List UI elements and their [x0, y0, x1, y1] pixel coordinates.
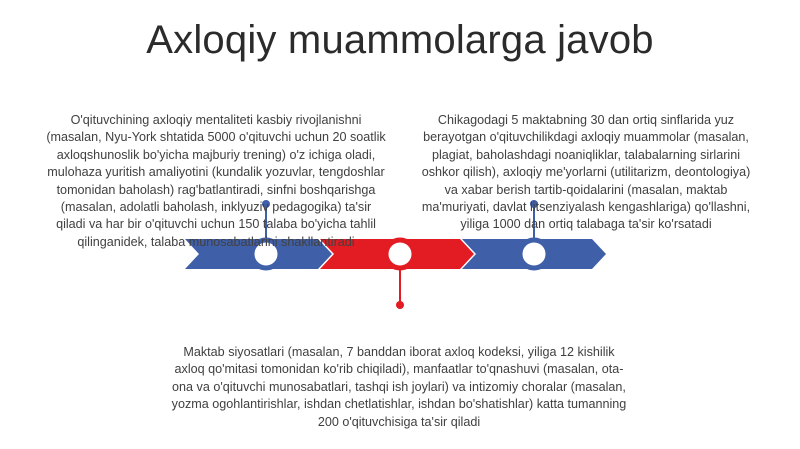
- slide-title: Axloqiy muammolarga javob: [146, 18, 654, 62]
- timeline-node-right: [520, 240, 548, 268]
- item-text-left: O'qituvchining axloqiy mentaliteti kasbiy rivojlanishni (masalan, Nyu-York shtatida 5000 o'qituvchi uchun 20 soatlik axloqshunoslik bo'yicha majburiy trening) o'z ichiga oladi, mulohaza yuritish amaliyotini (kundalik yozuvlar, tengdoshlar tomonidan baholash) rag'batlantiradi, sinfni boshqarishga (masalan, adolatli baholash, inklyuziv pedagogika) ta'sir qiladi va har bir o'qituvchi uchun 150 talaba bo'yicha tahlil qilinganidek, talaba munosabatlarini shakllantiradi: [46, 113, 386, 249]
- item-text-bottom: Maktab siyosatlari (masalan, 7 banddan iborat axloq kodeksi, yiliga 12 kishilik axloq qo'mitasi tomonidan ko'rib chiqiladi), manfaatlar to'qnashuvi (masalan, ota-ona va o'qituvchi munosabatlari, tashqi ish joylari) va intizomiy choralar (masalan, yozma ogohlantirishlar, ishdan chetlatishlar, ishdan bo'shatishlar) katta tumanning 200 o'qituvchisiga ta'sir qiladi: [171, 345, 627, 429]
- connector-dot-middle: [396, 301, 404, 309]
- item-text-right: Chikagodagi 5 maktabning 30 dan ortiq sinflarida yuz berayotgan o'qituvchilikdagi axloqiy muammolar (masalan, plagiat, baholashdagi noaniqliklar, talabalarning sirlarini oshkor qilish), axloqiy me'yorlarni (utilitarizm, deontologiya) va xabar berish tartib-qoidalarini (masalan, maktab ma'muriyati, davlat litsenziyalash kengashlariga) qo'llashni, yiliga 1000 dan ortiq talabaga ta'sir ko'rsatadi: [421, 113, 751, 232]
- timeline-node-middle: [386, 240, 414, 268]
